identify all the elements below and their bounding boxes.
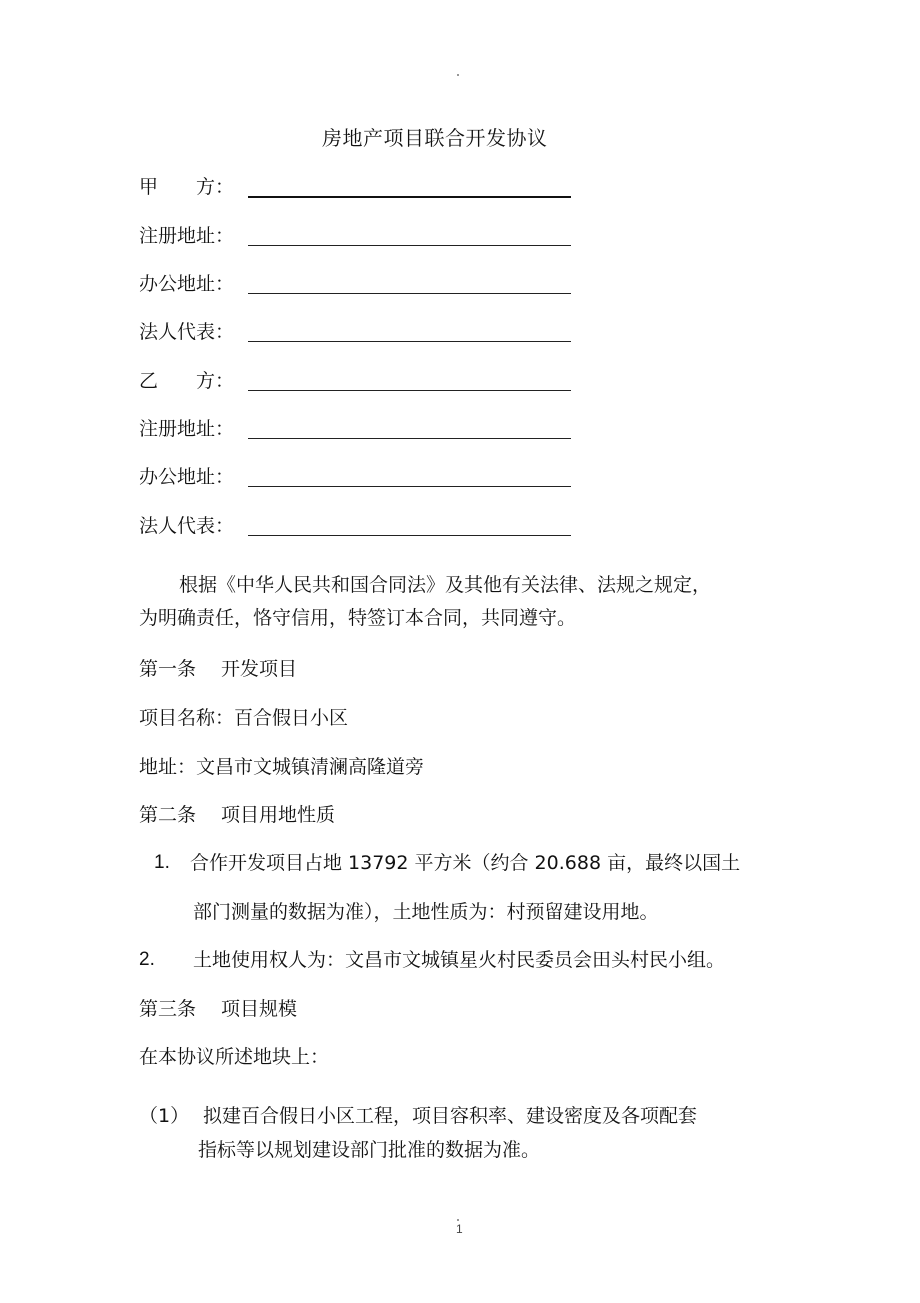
article-2-item-2-text: 土地使用权人为：文昌市文城镇星火村民委员会田头村民小组。 bbox=[193, 949, 726, 971]
party-b-office-address-blank[interactable] bbox=[248, 486, 571, 487]
article-2-item-2-number: 2. bbox=[139, 949, 155, 970]
party-a-label: 甲 方： bbox=[139, 176, 235, 198]
party-b-office-address-label: 办公地址： bbox=[139, 466, 235, 488]
party-b-registered-address-label: 注册地址： bbox=[139, 418, 235, 440]
preamble-line-2: 为明确责任，恪守信用，特签订本合同，共同遵守。 bbox=[139, 607, 577, 629]
party-b-label: 乙 方： bbox=[139, 370, 235, 392]
page-number: 1 bbox=[456, 1222, 463, 1236]
party-b-registered-address-blank[interactable] bbox=[248, 438, 571, 439]
article-1-address: 地址：文昌市文城镇清澜高隆道旁 bbox=[139, 756, 425, 778]
party-a-office-address-blank[interactable] bbox=[248, 293, 571, 294]
party-a-legal-rep-blank[interactable] bbox=[248, 341, 571, 342]
party-a-registered-address-label: 注册地址： bbox=[139, 225, 235, 247]
footer-dot bbox=[457, 1219, 459, 1221]
preamble-line-1: 根据《中华人民共和国合同法》及其他有关法律、法规之规定， bbox=[179, 574, 712, 596]
article-3-item-1-line-2: 指标等以规划建设部门批准的数据为准。 bbox=[198, 1139, 541, 1161]
article-3-heading: 第三条 项目规模 bbox=[139, 998, 298, 1020]
party-b-blank[interactable] bbox=[248, 390, 571, 391]
party-a-office-address-label: 办公地址： bbox=[139, 273, 235, 295]
article-2-item-1-number: 1. bbox=[154, 852, 170, 873]
party-a-registered-address-blank[interactable] bbox=[248, 245, 571, 246]
article-1-heading: 第一条 开发项目 bbox=[139, 658, 298, 680]
article-2-item-1-line-2: 部门测量的数据为准），土地性质为：村预留建设用地。 bbox=[193, 901, 659, 923]
article-3-intro: 在本协议所述地块上： bbox=[139, 1046, 330, 1068]
party-b-legal-rep-label: 法人代表： bbox=[139, 515, 235, 537]
article-2-heading: 第二条 项目用地性质 bbox=[139, 804, 336, 826]
document-title: 房地产项目联合开发协议 bbox=[322, 126, 548, 150]
header-dot bbox=[457, 74, 459, 76]
party-a-blank[interactable] bbox=[248, 196, 571, 198]
article-2-item-1-line-1: 合作开发项目占地 13792 平方米（约合 20.688 亩，最终以国土 bbox=[190, 852, 741, 874]
party-a-legal-rep-label: 法人代表： bbox=[139, 321, 235, 343]
article-3-item-1-number: （1） bbox=[139, 1105, 190, 1127]
party-b-legal-rep-blank[interactable] bbox=[248, 535, 571, 536]
article-3-item-1-line-1: 拟建百合假日小区工程，项目容积率、建设密度及各项配套 bbox=[203, 1105, 698, 1127]
article-1-project-name: 项目名称：百合假日小区 bbox=[139, 707, 349, 729]
